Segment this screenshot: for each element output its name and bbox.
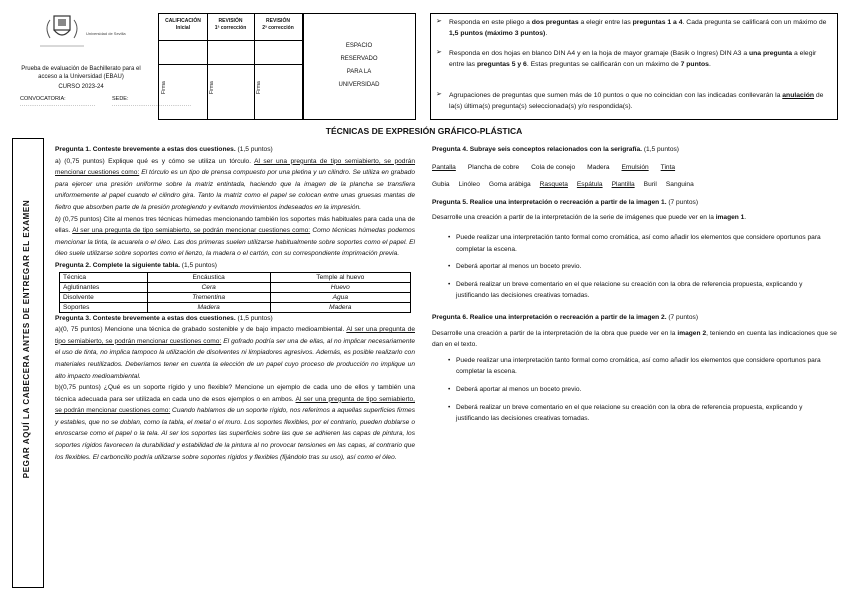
- text: Responda en dos hojas en blanco DIN A4 y en la hoja de mayor gramaje (Basik o Ingres) DIN A3 a: [449, 50, 749, 57]
- instruction-2: [449, 48, 833, 70]
- signature-label: Firma: [161, 81, 167, 94]
- header-paste-area: [12, 138, 44, 588]
- question-1a: [55, 156, 415, 214]
- table-cell: Disolvente: [60, 292, 148, 302]
- instructions-box: [430, 13, 838, 120]
- table-cell: Aglutinantes: [60, 282, 148, 292]
- text: b)(0,75 puntos) ¿Qué es un soporte rígido y uno flexible? Mencione un ejemplo de cada uno de ellos y también una técnica adecuada para ser utilizada en cada uno de esos ejemplos o en ambos.: [55, 384, 415, 403]
- terms-row-1: [432, 162, 837, 174]
- term-option: Emulsión: [621, 163, 649, 171]
- university-crest-icon: [40, 14, 84, 48]
- term-option: Pantalla: [432, 163, 456, 171]
- text: b): [55, 215, 61, 223]
- table-row: [60, 292, 411, 302]
- text: .: [708, 61, 711, 68]
- reserved-space-box: [302, 13, 416, 120]
- text: a) (0,75 puntos) Explique qué es y cómo se utiliza un tórculo.: [55, 157, 255, 165]
- instruction-1: [449, 17, 833, 39]
- text: a elegir entre las: [578, 19, 633, 26]
- question-1b: [55, 214, 415, 260]
- table-row: [60, 302, 411, 312]
- text: El gofrado podría ser una de ellas, al no implicar necesariamente el uso de tinta, no implica tampoco la utilización de disolventes ni limpiadores agresivos. Además, es posible realizarlo con materiales reutilizados. Deberíamos tener en cuenta la elección de un papel cuyo proceso de producción no implique un alto impacto medioambiental.: [55, 337, 415, 380]
- list-item: • Deberá aportar al menos un boceto previo.: [432, 384, 837, 396]
- text: Como técnicas húmedas podemos mencionar la tinta, la acuarela o el óleo. Las dos primeras suelen utilizarse habitualmente sobre soportes como el papel. El óleo suele utilizarse sobre soportes como el lienzo, la madera o el cartón, con su correspondiente imprimación previa.: [55, 227, 415, 258]
- text: Responda en este pliego a: [449, 19, 532, 26]
- text: (1,5 puntos): [235, 146, 273, 153]
- exam-info-line: acceso a la Universidad (EBAU): [38, 73, 124, 80]
- sede-label: SEDE:: [112, 96, 129, 102]
- text: El tórculo es un tipo de prensa compuesto por una pletina y un cilindro. Se utiliza en grabado para ejercer una presión uniforme sobre la matriz entintada, haciendo que la imagen de la plancha se transfiera uniformemente al papel cuando el cilindro gira. Tanto la matriz como el papel se colocan entre unas gruesas mantas de fieltro que absorben parte de la presión protegiendo y evitando movimientos indeseados en la impresión.: [55, 169, 415, 211]
- arrow-bullet-icon: ➢: [436, 49, 442, 56]
- question-2-title: [55, 260, 415, 272]
- list-item: • Puede realizar una interpretación tanto formal como cromática, así como añadir los elementos que considere oportunos para completar la escena.: [432, 355, 837, 378]
- term-option: Gubia: [432, 181, 450, 189]
- text: imagen 1: [715, 214, 745, 222]
- exam-course: CURSO 2023-24: [58, 84, 104, 90]
- table-row: [60, 282, 411, 292]
- text: a elegir entre las: [449, 50, 817, 68]
- table-cell: Madera: [329, 303, 352, 311]
- grade-subheading: 1ª corrección: [214, 25, 247, 31]
- table-cell: Huevo: [330, 283, 350, 291]
- convocatoria-label: CONVOCATORIA:: [20, 96, 66, 102]
- table-cell: Madera: [197, 303, 220, 311]
- arrow-bullet-icon: ➢: [436, 91, 442, 98]
- text: preguntas 1 a 4: [632, 19, 683, 26]
- table-header: Técnica: [60, 272, 148, 282]
- table-cell: Cera: [201, 283, 216, 291]
- grade-subheading: 2ª corrección: [262, 25, 294, 31]
- terms-row-2: [432, 179, 837, 191]
- grading-table: [158, 13, 304, 120]
- table-header: Temple al huevo: [270, 272, 410, 282]
- text: a)(0, 75 puntos) Mencione una técnica de grabado sostenible y de bajo impacto medioambiental.: [55, 326, 347, 334]
- text: (7 puntos): [666, 313, 699, 321]
- techniques-table: [59, 272, 411, 313]
- text: 1,5 puntos (máximo 3 puntos): [449, 30, 546, 37]
- text: Pregunta 2. Complete la siguiente tabla.: [55, 261, 180, 269]
- text: de la(s) última(s) pregunta(s) seleccionada(s) y/o respondida(s).: [449, 92, 824, 110]
- question-5-title: [432, 197, 837, 209]
- page-title: TÉCNICAS DE EXPRESIÓN GRÁFICO-PLÁSTICA: [325, 126, 523, 136]
- text: .: [545, 30, 548, 37]
- text: anulación: [782, 92, 815, 99]
- term-option: Plancha de cobre: [467, 163, 520, 171]
- text: dos preguntas: [531, 19, 579, 26]
- table-cell: Soportes: [60, 302, 148, 312]
- term-option: Linóleo: [458, 181, 480, 189]
- arrow-bullet-icon: ➢: [436, 18, 442, 25]
- grade-heading: REVISIÓN: [218, 18, 243, 24]
- convocatoria-line: ........................................: [20, 102, 96, 108]
- instruction-3: [449, 90, 833, 112]
- text: (1,5 puntos): [179, 261, 217, 269]
- convocatoria-field: [20, 96, 96, 108]
- text: Al ser una pregunta de tipo semiabierto, se podrán mencionar cuestiones como:: [72, 227, 311, 235]
- reserved-line: ESPACIO: [345, 43, 373, 49]
- grade-heading: CALIFICACIÓN: [165, 18, 201, 24]
- question-5-intro: [432, 212, 837, 224]
- text: Pregunta 6. Realice una interpretación o recreación a partir de la imagen 2.: [432, 313, 667, 321]
- left-column: [55, 144, 415, 463]
- text: Pregunta 3. Conteste brevemente a estas dos cuestiones.: [55, 314, 236, 322]
- text: , teniendo en cuenta las indicaciones que se dan en el texto.: [432, 329, 837, 349]
- grade-subheading: Inicial: [175, 25, 191, 31]
- text: Al ser una pregunta de tipo semiabierto, se podrán mencionar cuestiones como:: [55, 157, 416, 177]
- signature-label: Firma: [209, 81, 215, 94]
- question-1-title: [55, 144, 415, 156]
- text: 7 puntos: [680, 61, 709, 68]
- exam-info-line: Prueba de evaluación de Bachillerato para el: [21, 66, 141, 72]
- text: . Estas preguntas se calificarán con un máximo de: [526, 61, 681, 68]
- question-3a: [55, 324, 415, 382]
- term-option: Rasqueta: [539, 181, 568, 189]
- text: imagen 2: [677, 329, 707, 337]
- list-item: • Puede realizar una interpretación tanto formal como cromática, así como añadir los elementos que considere oportunos para completar la escena.: [432, 232, 837, 255]
- grade-column-review-2: [254, 14, 302, 119]
- question-6-title: [432, 312, 837, 324]
- text: una pregunta: [749, 50, 793, 57]
- side-label: PEGAR AQUÍ LA CABECERA ANTES DE ENTREGAR EL EXAMEN: [22, 199, 31, 479]
- term-option: Goma arábiga: [488, 181, 531, 189]
- text: Agrupaciones de preguntas que sumen más de 10 puntos o que no coincidan con las indicadas conllevarán la: [449, 92, 783, 99]
- text: (7 puntos): [666, 198, 699, 206]
- university-name: Universidad de Sevilla: [86, 31, 126, 36]
- reserved-line: UNIVERSIDAD: [338, 82, 380, 88]
- list-item: • Deberá aportar al menos un boceto previo.: [432, 261, 837, 273]
- text: (1,5 puntos): [641, 146, 680, 153]
- text: (0,75 puntos) Cite al menos tres técnicas húmedas mencionando también los soportes más habituales para cada una de ellas.: [55, 215, 415, 235]
- grade-column-initial: [159, 14, 208, 119]
- text: Pregunta 1. Conteste brevemente a estas dos cuestiones.: [55, 146, 236, 153]
- grade-heading: REVISIÓN: [266, 18, 290, 24]
- right-column: [432, 144, 837, 431]
- exam-info: [6, 66, 156, 92]
- text: Pregunta 4. Subraye seis conceptos relacionados con la serigrafía.: [432, 146, 642, 153]
- list-item: • Deberá realizar un breve comentario en el que relacione su creación con la obra de referencia propuesta, explicando y justificando las decisiones creativas tomadas.: [432, 279, 837, 302]
- table-cell: Agua: [332, 293, 348, 301]
- text: Desarrolle una creación a partir de la interpretación de la obra que puede ver en la: [432, 329, 678, 337]
- question-6-intro: [432, 328, 837, 351]
- text: (1,5 puntos): [235, 314, 273, 322]
- term-option: Buril: [643, 181, 657, 189]
- term-option: Cola de conejo: [531, 163, 576, 171]
- signature-label: Firma: [256, 81, 262, 94]
- question-4-title: [432, 144, 837, 156]
- text: . Cada pregunta se calificará con un máximo de: [682, 19, 827, 26]
- term-option: Tinta: [660, 163, 676, 171]
- grade-column-review-1: [207, 14, 255, 119]
- text: Al ser una pregunta de tipo semiabierto, se podrán mencionar cuestiones como:: [55, 326, 415, 345]
- reserved-line: RESERVADO: [340, 56, 378, 62]
- text: Pregunta 5. Realice una interpretación o recreación a partir de la imagen 1.: [432, 198, 667, 206]
- term-option: Sanguina: [665, 181, 694, 189]
- text: Al ser una pregunta de tipo semiabierto, se podrán mencionar cuestiones como:: [55, 395, 415, 415]
- question-3b: [55, 382, 415, 463]
- text: Desarrolle una creación a partir de la interpretación de la serie de imágenes que puede ver en la: [432, 214, 716, 222]
- list-item: • Deberá realizar un breve comentario en el que relacione su creación con la obra de referencia propuesta, explicando y justificando las decisiones creativas tomadas.: [432, 402, 837, 425]
- question-3-title: [55, 313, 415, 325]
- sede-line: ..........................................: [112, 102, 192, 108]
- term-option: Plantilla: [611, 181, 635, 189]
- text: preguntas 5 y 6: [476, 61, 527, 68]
- text: Cuando hablamos de un soporte rígido, nos referimos a aquellas superficies firmes y estables, que no se doblan, como la tabla, el metal o el muro. Los soportes flexibles, por el contrario, pueden doblarse o enroscarse como el papel o la tela. Al ser los soportes las superficies sobre las que se adhieren las capas de pintura, los soportes rígidos favorecen la durabilidad y estabilidad de la pintura al no provocar tensiones en las capas, al contrario que los flexibles. El carboncillo podría utilizarse sobre soportes rígidos y flexibles (fijándolo tras su uso), así como el óleo.: [55, 407, 415, 461]
- table-header: Encáustica: [147, 272, 270, 282]
- text: .: [744, 214, 747, 222]
- reserved-line: PARA LA: [346, 69, 372, 75]
- term-option: Espátula: [576, 181, 603, 189]
- term-option: Madera: [587, 163, 610, 171]
- table-cell: Trementina: [192, 293, 226, 301]
- table-row: [60, 272, 411, 282]
